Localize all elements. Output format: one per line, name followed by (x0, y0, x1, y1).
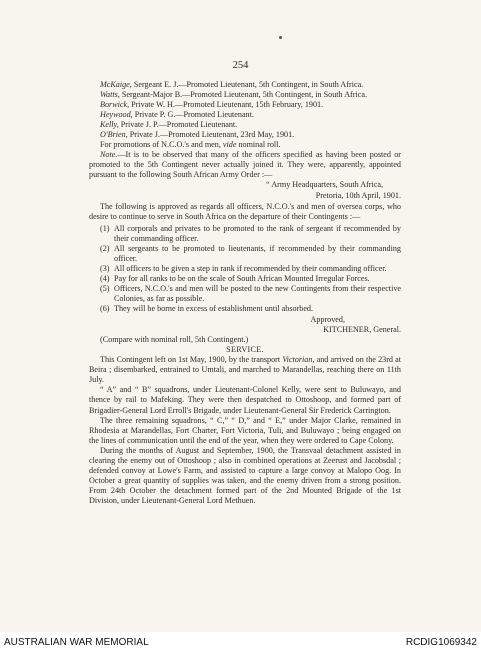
entry-name: McKaige, (100, 80, 132, 89)
order-item (89, 274, 401, 284)
note-label: Note. (100, 150, 118, 160)
service-paragraph (89, 355, 401, 385)
entry-text: Private W. H.—Promoted Lieutenant, 15th February, 1901. (129, 100, 324, 110)
promotions-note-text: For promotions of N.C.O.'s and men, (100, 140, 223, 150)
order-header-line-2: Pretoria, 10th April, 1901. (315, 190, 401, 200)
order-item-number: (2) (100, 243, 110, 253)
service-text: This Contingent left on 1st May, 1900, by the transport (100, 355, 283, 365)
order-intro: The following is approved as regards all officers, N.C.O.'s and men of oversea corps, who desire to continue to serve in South Africa on the departure of their Contingents :— (89, 201, 401, 221)
order-item-text: All officers to be given a step in rank if recommended by their commanding officer. (114, 263, 387, 273)
order-item (89, 224, 401, 244)
approved-label: Approved, (310, 315, 345, 325)
service-heading: SERVICE. (226, 345, 264, 355)
service-text: During the months of August and September, 1900, the Transvaal detachment assisted in clearing the enemy out of Ottoshoop ; also in combined operations at Zeerust and Jacobsdal ; defended convoy at Lowe's Farm, and assisted to capture a large convoy at Malopo Oog. In October a great quantity of supplies was taken, and the enemy driven from a strong position. From 24th October the detachment formed part of the 2nd Mounted Brigade of the 1st Division, under Lieutenant-General Lord Methuen. (89, 445, 401, 505)
entry-text: Sergeant E. J.—Promoted Lieutenant, 5th Contingent, in South Africa. (131, 80, 364, 89)
promotions-note-end: nominal roll. (236, 140, 281, 150)
ship-name: Victorian, (282, 355, 315, 365)
entry-text: Private J.—Promoted Lieutenant, 23rd May, 1901. (127, 130, 295, 140)
order-item-number: (6) (100, 304, 110, 314)
note-text: —It is to be observed that many of the officers specified as having been posted or promoted to the 5th Contingent never actually joined it. They were, apparently, appointed pursuant to the following South African Army Order :— (89, 150, 401, 180)
entry-borwick (89, 100, 401, 110)
footer (0, 632, 481, 654)
order-item-text: Officers, N.C.O.'s and men will be posted to the new Contingents from their respective Colonies, as far as possible. (114, 283, 401, 303)
entry-text: Sergeant-Major B.—Promoted Lieutenant, 5th Contingent, in South Africa. (119, 90, 367, 100)
entry-obrien (89, 130, 401, 140)
order-header-line-1: “ Army Headquarters, South Africa, (266, 180, 383, 190)
entry-name: O'Brien, (100, 130, 128, 140)
entry-name: Borwick, (100, 100, 130, 110)
entry-heywood (89, 110, 401, 120)
order-item (89, 244, 401, 264)
order-item-number: (1) (100, 223, 110, 233)
compare-note: (Compare with nominal roll, 5th Contingent.) (100, 335, 249, 345)
promotions-note-vide: vide (222, 140, 237, 150)
order-item-number: (5) (100, 283, 110, 293)
service-paragraph (89, 385, 401, 415)
entry-text: Private P. G.—Promoted Lieutenant. (132, 110, 254, 120)
promotions-note (89, 140, 401, 150)
service-text: and arrived on the 23rd at Beira ; disembarked, entrained to Umtali, and marched to Marandellas, reaching there on 11th July. (89, 355, 402, 385)
footer-id: RCDIG1069342 (405, 637, 477, 648)
signature: KITCHENER, General. (323, 325, 401, 335)
entry-name: Kelly, (100, 120, 119, 130)
ink-mark (279, 36, 282, 39)
order-items (89, 224, 401, 314)
order-item (89, 284, 401, 304)
entry-name: Heywood, (100, 110, 133, 120)
entry-watts (89, 90, 401, 100)
order-item-text: All sergeants to be promoted to lieutenants, if recommended by their commanding officer. (114, 243, 401, 263)
entry-text: Private J. P.—Promoted Lieutenant. (118, 120, 238, 130)
entry-kelly (89, 120, 401, 130)
footer-source: AUSTRALIAN WAR MEMORIAL (4, 637, 149, 648)
service-paragraph (89, 416, 401, 446)
order-item (89, 304, 401, 314)
service-text: The three remaining squadrons, “ C,” “ D,” and “ E,” under Major Clarke, remained in Rhodesia at Marandellas, Fort Charter, Fort Victoria, Tuli, and Buluwayo ; being engaged on the lines of communication until the end of the year, when they were ordered to Cape Colony. (89, 415, 401, 445)
promotion-entries (89, 80, 401, 140)
order-item-text: Pay for all ranks to be on the scale of South African Mounted Irregular Forces. (114, 273, 370, 283)
service-text: “ A” and “ B” squadrons, under Lieutenant-Colonel Kelly, were sent to Buluwayo, and thence by rail to Mafeking. They were then despatched to Ottoshoop, and formed part of Brigadier-General Lord Erroll's Brigade, under Lieutenant-General Sir Frederick Carrington. (89, 385, 401, 415)
entry-name: Watts, (100, 90, 120, 100)
note-paragraph (89, 150, 401, 180)
page-body (89, 80, 401, 506)
service-paragraph (89, 446, 401, 506)
service-section (89, 355, 401, 506)
page-number: 254 (232, 60, 249, 71)
order-item-number: (4) (100, 273, 110, 283)
order-item (89, 264, 401, 274)
order-item-text: All corporals and privates to be promoted to the rank of sergeant if recommended by their commanding officer. (114, 223, 401, 243)
order-item-number: (3) (100, 263, 110, 273)
entry-mckaige (89, 80, 401, 90)
order-item-text: They will be borne in excess of establishment until absorbed. (114, 304, 314, 314)
